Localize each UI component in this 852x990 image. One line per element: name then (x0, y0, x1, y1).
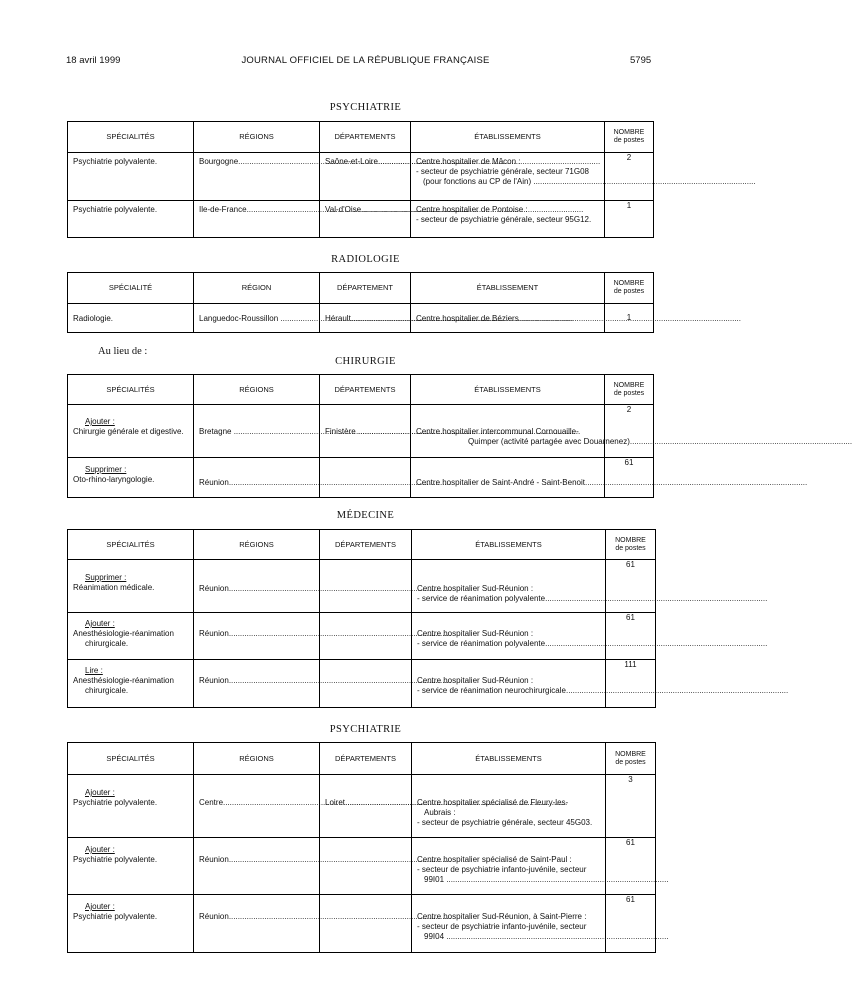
table-header-row (68, 122, 654, 153)
cell-departement (320, 560, 411, 567)
cell-specialite: Supprimer : Oto-rhino-laryngologie. (73, 465, 155, 484)
cell-region: Réunion ..... (194, 613, 319, 642)
col-specialite: SPÉCIALITÉ (68, 273, 194, 304)
note-au-lieu-de: Au lieu de : (98, 346, 148, 357)
table-row (68, 560, 656, 613)
col-etablissement: ÉTABLISSEMENT (411, 273, 605, 304)
col-departements: DÉPARTEMENTS (320, 375, 411, 405)
cell-departement (320, 895, 411, 902)
cell-nombre: 3 (628, 775, 633, 784)
cell-specialite: Radiologie. (73, 313, 114, 323)
cell-region: Réunion ..... (194, 838, 319, 868)
table-row (68, 405, 654, 458)
col-regions: RÉGIONS (194, 530, 320, 560)
cell-etablissement: Centre hospitalier spécialisé de Fleury-les- Aubrais : - secteur de psychiatrie générale, secteur 45G03. (417, 798, 593, 827)
section-title-radiologie: RADIOLOGIE (331, 254, 400, 265)
col-nombre: NOMBRE de postes (605, 273, 654, 304)
cell-specialite: Psychiatrie polyvalente. (73, 157, 158, 166)
section-title-psychiatrie-2: PSYCHIATRIE (329, 724, 402, 735)
cell-departement: Loiret ..... (320, 775, 411, 811)
section-title-medecine: MÉDECINE (336, 510, 395, 521)
col-etablissements: ÉTABLISSEMENTS (412, 743, 606, 775)
col-specialites: SPÉCIALITÉS (68, 375, 194, 405)
col-etablissements: ÉTABLISSEMENTS (412, 530, 606, 560)
table-row (68, 304, 654, 333)
table-chirurgie (67, 374, 654, 498)
section-title-chirurgie: CHIRURGIE (335, 356, 396, 367)
cell-specialite: Ajouter : Anesthésiologie-réanimation chirurgicale. (73, 619, 174, 648)
cell-nombre: 61 (626, 838, 635, 847)
table-psychiatrie-1 (67, 121, 654, 238)
cell-region: Ile-de-France ..... (194, 201, 319, 218)
cell-specialite: Lire : Anesthésiologie-réanimation chirurgicale. (73, 666, 174, 695)
journal-title: JOURNAL OFFICIEL DE LA RÉPUBLIQUE FRANÇAISE (241, 55, 490, 66)
table-header-row (68, 743, 656, 775)
col-regions: RÉGIONS (194, 122, 320, 153)
cell-region: Bourgogne ..... (194, 153, 319, 170)
col-departements: DÉPARTEMENTS (320, 122, 411, 153)
cell-etablissement: Centre hospitalier Sud-Réunion : - service de réanimation polyvalente ..... (412, 560, 605, 607)
col-departement: DÉPARTEMENT (320, 273, 411, 304)
cell-etablissement: Centre hospitalier spécialisé de Saint-Paul : - secteur de psychiatrie infanto-juvénile, secteur 99I01 ..... (412, 838, 605, 888)
cell-etablissement: Centre hospitalier Sud-Réunion : - service de réanimation neurochirurgicale ..... (412, 660, 605, 699)
cell-etablissement: Centre hospitalier Sud-Réunion : - service de réanimation polyvalente ..... (412, 613, 605, 652)
cell-etablissement: Centre hospitalier de Saint-André - Saint-Benoit ..... (411, 458, 604, 491)
col-departements: DÉPARTEMENTS (320, 530, 412, 560)
cell-departement (320, 838, 411, 845)
col-nombre: NOMBRE de postes (606, 743, 656, 775)
col-etablissements: ÉTABLISSEMENTS (411, 122, 605, 153)
col-regions: RÉGIONS (194, 375, 320, 405)
col-nombre: NOMBRE de postes (606, 530, 656, 560)
table-header-row (68, 530, 656, 560)
cell-specialite: Supprimer : Réanimation médicale. (73, 573, 155, 592)
cell-region: Languedoc-Roussillon ..... (194, 310, 319, 327)
cell-etablissement: Centre hospitalier de Béziers ..... (411, 310, 604, 327)
cell-region: Réunion ..... (194, 895, 319, 925)
col-nombre: NOMBRE de postes (605, 122, 654, 153)
table-radiologie (67, 272, 654, 333)
table-medecine (67, 529, 656, 708)
page-number: 5795 (630, 55, 652, 66)
cell-specialite: Ajouter : Chirurgie générale et digestive. (73, 417, 184, 436)
col-region: RÉGION (194, 273, 320, 304)
cell-specialite: Ajouter : Psychiatrie polyvalente. (73, 845, 158, 864)
cell-nombre: 1 (626, 201, 632, 210)
section-title-psychiatrie: PSYCHIATRIE (329, 102, 402, 113)
cell-region: Centre ..... (194, 775, 319, 811)
cell-nombre: 61 (626, 895, 635, 904)
cell-nombre: 111 (624, 660, 637, 669)
cell-departement: Hérault ..... (320, 310, 410, 327)
cell-specialite: Psychiatrie polyvalente. (73, 205, 158, 214)
cell-etablissement: Centre hospitalier Sud-Réunion, à Saint-Pierre : - secteur de psychiatrie infanto-juvénile, secteur 99I04 ..... (412, 895, 605, 945)
col-departements: DÉPARTEMENTS (320, 743, 412, 775)
table-row (68, 458, 654, 498)
cell-region: Réunion ..... (194, 458, 319, 491)
cell-region: Bretagne ..... (194, 405, 319, 440)
table-row (68, 660, 656, 708)
table-header-row (68, 273, 654, 304)
cell-region: Réunion ..... (194, 560, 319, 597)
cell-specialite: Ajouter : Psychiatrie polyvalente. (73, 902, 158, 921)
cell-etablissement: Centre hospitalier intercommunal Cornouaille- Quimper (activité partagée avec Douarnenez) ..... (411, 405, 604, 450)
table-header-row (68, 375, 654, 405)
cell-departement: Val-d'Oise ..... (320, 201, 410, 218)
cell-specialite: Ajouter : Psychiatrie polyvalente. (73, 788, 158, 807)
cell-nombre: 2 (626, 153, 632, 162)
cell-departement (320, 613, 411, 620)
col-specialites: SPÉCIALITÉS (68, 530, 194, 560)
cell-nombre: 2 (626, 405, 632, 414)
col-specialites: SPÉCIALITÉS (68, 743, 194, 775)
cell-departement: Saône-et-Loire ..... (320, 153, 410, 170)
cell-nombre: 61 (626, 560, 635, 569)
table-row (68, 153, 654, 201)
cell-nombre: 61 (624, 458, 634, 467)
header-date: 18 avril 1999 (66, 55, 121, 66)
cell-nombre: 1 (626, 313, 632, 322)
cell-departement (320, 458, 410, 465)
table-row (68, 201, 654, 238)
col-nombre: NOMBRE de postes (605, 375, 654, 405)
cell-region: Réunion ..... (194, 660, 319, 689)
table-row (68, 613, 656, 660)
cell-etablissement: Centre hospitalier de Pontoise : - secteur de psychiatrie générale, secteur 95G12. (416, 205, 592, 224)
table-psychiatrie-2 (67, 742, 656, 953)
table-row (68, 895, 656, 953)
cell-nombre: 61 (626, 613, 635, 622)
cell-departement (320, 660, 411, 667)
col-etablissements: ÉTABLISSEMENTS (411, 375, 605, 405)
table-row (68, 838, 656, 895)
table-row (68, 775, 656, 838)
cell-departement: Finistère ..... (320, 405, 410, 440)
cell-etablissement: Centre hospitalier de Mâcon : - secteur de psychiatrie générale, secteur 71G08 (pour fonctions au CP de l'Ain) ..... (411, 153, 604, 190)
col-specialites: SPÉCIALITÉS (68, 122, 194, 153)
col-regions: RÉGIONS (194, 743, 320, 775)
